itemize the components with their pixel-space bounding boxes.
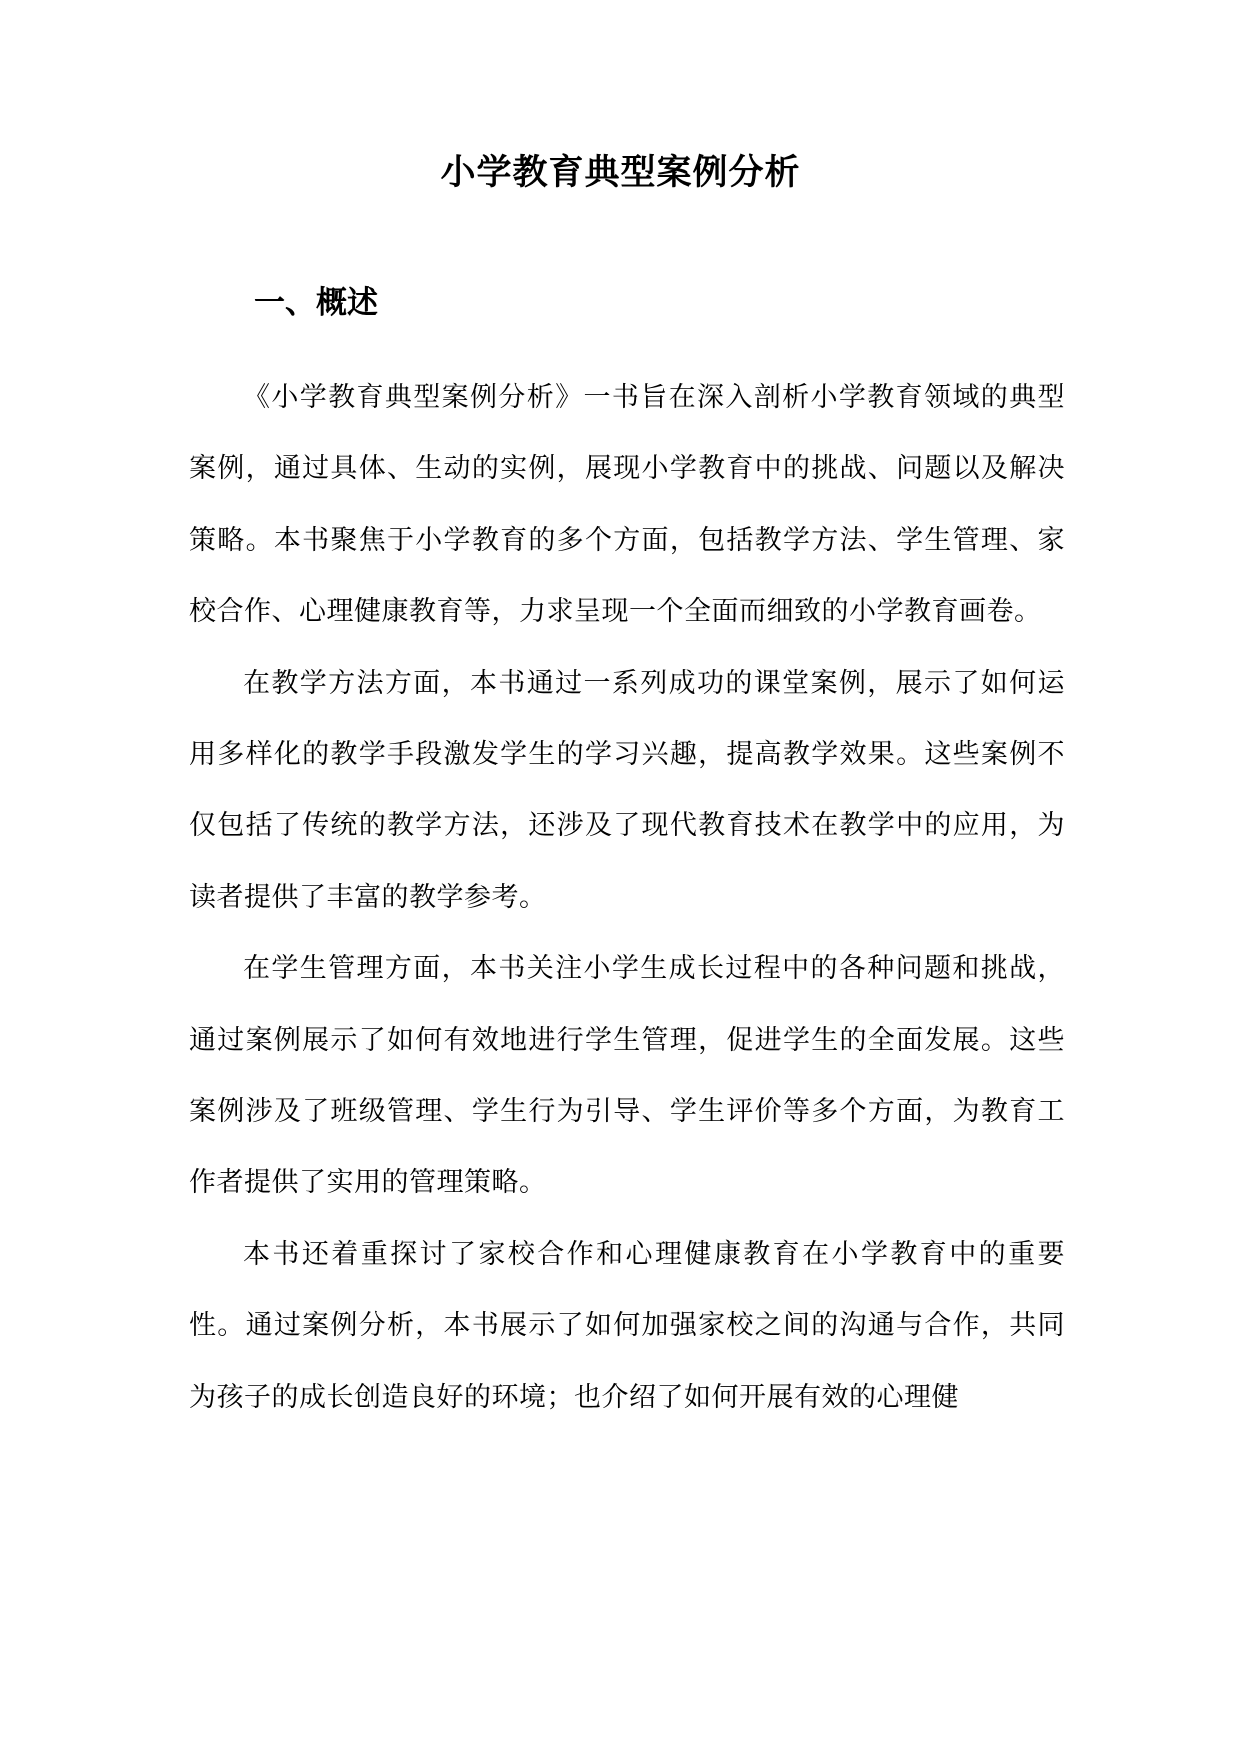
paragraph-intro: 《小学教育典型案例分析》一书旨在深入剖析小学教育领域的典型案例，通过具体、生动的实例，展现小学教育中的挑战、问题以及解决策略。本书聚焦于小学教育的多个方面，包括教学方法、学生管理、家校合作、心理健康教育等，力求呈现一个全面而细致的小学教育画卷。 — [189, 382, 1065, 628]
document-title: 小学教育典型案例分析 — [440, 153, 801, 193]
paragraph-student-management: 在学生管理方面，本书关注小学生成长过程中的各种问题和挑战，通过案例展示了如何有效地进行学生管理，促进学生的全面发展。这些案例涉及了班级管理、学生行为引导、学生评价等多个方面，为教育工作者提供了实用的管理策略。 — [189, 953, 1065, 1199]
paragraph-home-school: 本书还着重探讨了家校合作和心理健康教育在小学教育中的重要性。通过案例分析，本书展示了如何加强家校之间的沟通与合作，共同为孩子的成长创造良好的环境；也介绍了如何开展有效的心理健 — [189, 1238, 1065, 1413]
body-text — [189, 362, 1065, 1433]
section-heading-overview: 一、概述 — [254, 285, 378, 321]
paragraph-teaching-methods: 在教学方法方面，本书通过一系列成功的课堂案例，展示了如何运用多样化的教学手段激发学生的学习兴趣，提高教学效果。这些案例不仅包括了传统的教学方法，还涉及了现代教育技术在教学中的应用，为读者提供了丰富的教学参考。 — [189, 667, 1065, 913]
